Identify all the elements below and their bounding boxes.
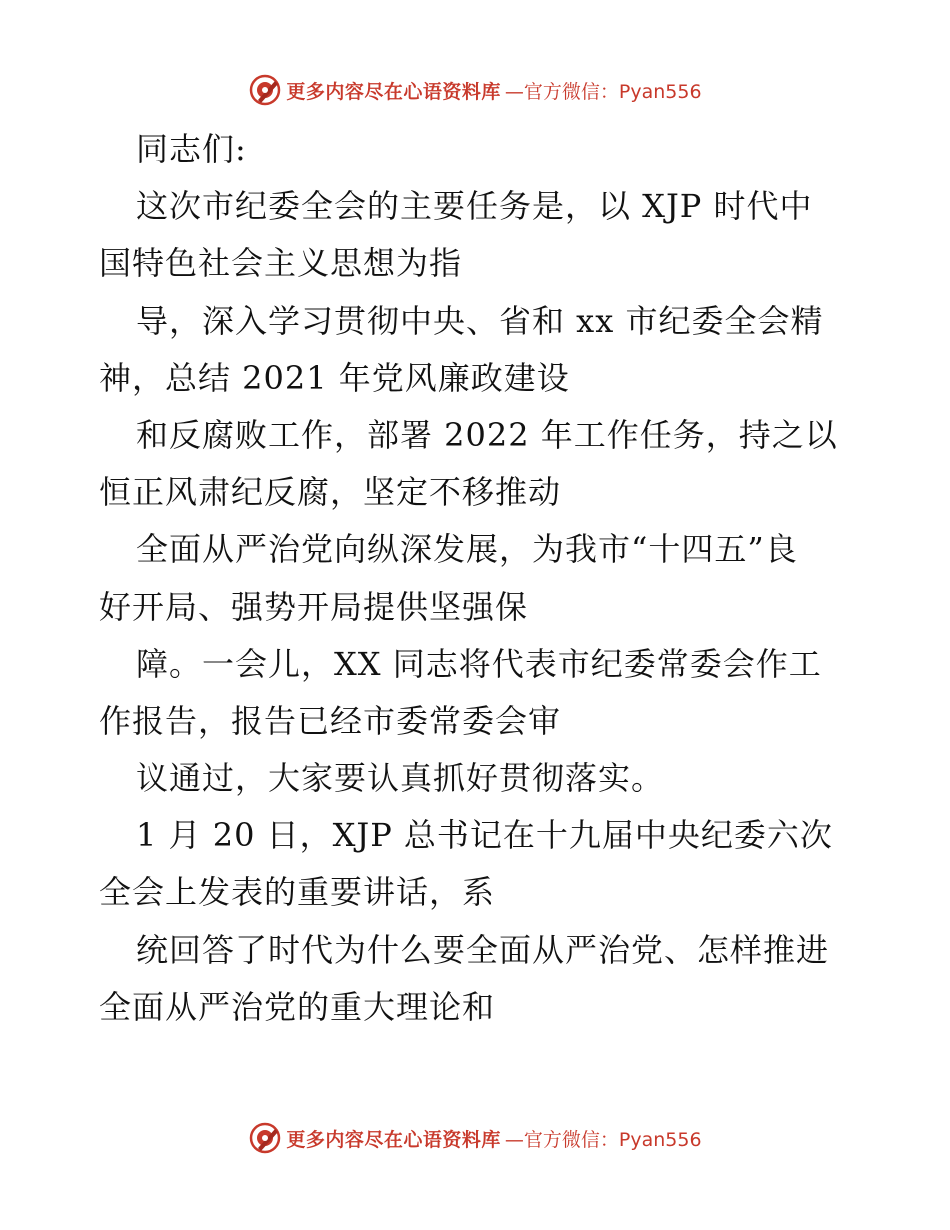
text-line: 神，总结 2021 年党风廉政建设 [99,358,570,397]
text-line: 全会上发表的重要讲话，系 [99,873,496,912]
text-line: 议通过，大家要认真抓好贯彻落实。 [136,759,665,798]
text-line: 恒正风肃纪反腐，坚定不移推动 [99,473,562,512]
pen-logo-icon [248,73,282,107]
watermark-main-text: 更多内容尽在心语资料库 [286,80,501,103]
watermark-sub-text: —官方微信：Pyan556 [504,80,702,103]
text-line: 全面从严治党的重大理论和 [99,987,496,1026]
watermark-sub-text: —官方微信：Pyan556 [504,1128,702,1151]
text-line: 国特色社会主义思想为指 [99,244,463,283]
text-line: 导，深入学习贯彻中央、省和 xx 市纪委全会精 [136,301,824,340]
text-line: 好开局、强势开局提供坚强保 [99,587,529,626]
text-line: 和反腐败工作，部署 2022 年工作任务，持之以 [136,415,838,454]
footer-watermark [0,1118,950,1158]
text-line: 统回答了时代为什么要全面从严治党、怎样推进 [136,930,830,969]
text-line: 这次市纪委全会的主要任务是，以 XJP 时代中 [136,187,813,226]
watermark-main-text: 更多内容尽在心语资料库 [286,1128,501,1151]
text-line: 全面从严治党向纵深发展，为我市“十四五”良 [136,530,798,569]
text-line: 1 月 20 日，XJP 总书记在十九届中央纪委六次 [136,816,833,855]
text-line: 同志们: [136,130,247,168]
document-body [99,121,859,1036]
header-watermark [0,70,950,110]
text-line: 障。一会儿，XX 同志将代表市纪委常委会作工 [136,644,822,683]
text-line: 作报告，报告已经市委常委会审 [99,701,562,740]
pen-logo-icon [248,1121,282,1155]
